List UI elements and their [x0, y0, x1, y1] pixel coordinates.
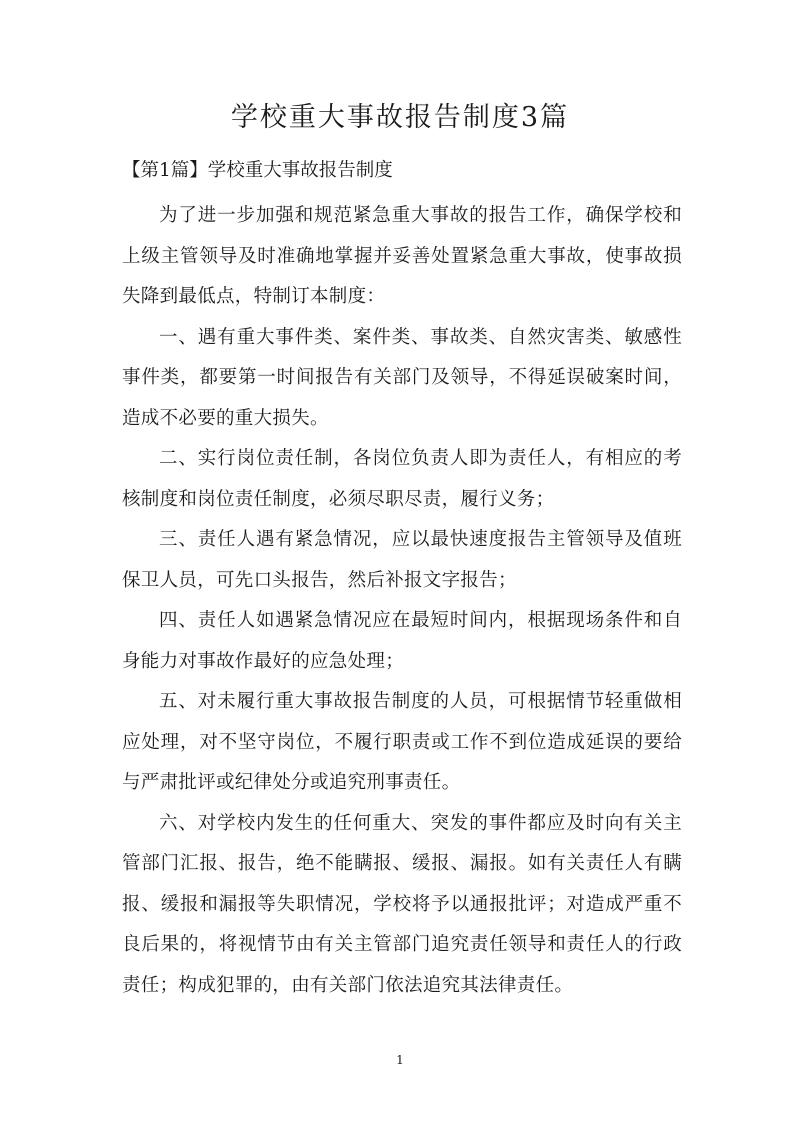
paragraph-item-1: 一、遇有重大事件类、案件类、事故类、自然灾害类、敏感性事件类，都要第一时间报告有关部门及领导，不得延误破案时间，造成不必要的重大损失。: [122, 326, 682, 429]
page-number: 1: [396, 1053, 404, 1067]
paragraph-item-4: 四、责任人如遇紧急情况应在最短时间内，根据现场条件和自身能力对事故作最好的应急处理；: [122, 610, 682, 672]
document-title: 学校重大事故报告制度3篇: [230, 102, 570, 133]
document-body: [122, 196, 682, 1006]
paragraph-item-2: 二、实行岗位责任制，各岗位负责人即为责任人，有相应的考核制度和岗位责任制度，必须尽职尽责，履行义务；: [122, 448, 682, 510]
paragraph-intro: 为了进一步加强和规范紧急重大事故的报告工作，确保学校和上级主管领导及时准确地掌握并妥善处置紧急重大事故，使事故损失降到最低点，特制订本制度：: [122, 205, 682, 307]
paragraph-item-5: 五、对未履行重大事故报告制度的人员，可根据情节轻重做相应处理，对不坚守岗位，不履行职责或工作不到位造成延误的要给与严肃批评或纪律处分或追究刑事责任。: [122, 691, 682, 793]
paragraph-item-6: 六、对学校内发生的任何重大、突发的事件都应及时向有关主管部门汇报、报告，绝不能瞒报、缓报、漏报。如有关责任人有瞒报、缓报和漏报等失职情况，学校将予以通报批评；对造成严重不良后果的，将视情节由有关主管部门追究责任领导和责任人的行政责任；构成犯罪的，由有关部门依法追究其法律责任。: [122, 812, 682, 996]
section-heading: 【第1篇】学校重大事故报告制度: [122, 160, 393, 181]
paragraph-item-3: 三、责任人遇有紧急情况，应以最快速度报告主管领导及值班保卫人员，可先口头报告，然后补报文字报告；: [122, 529, 682, 591]
